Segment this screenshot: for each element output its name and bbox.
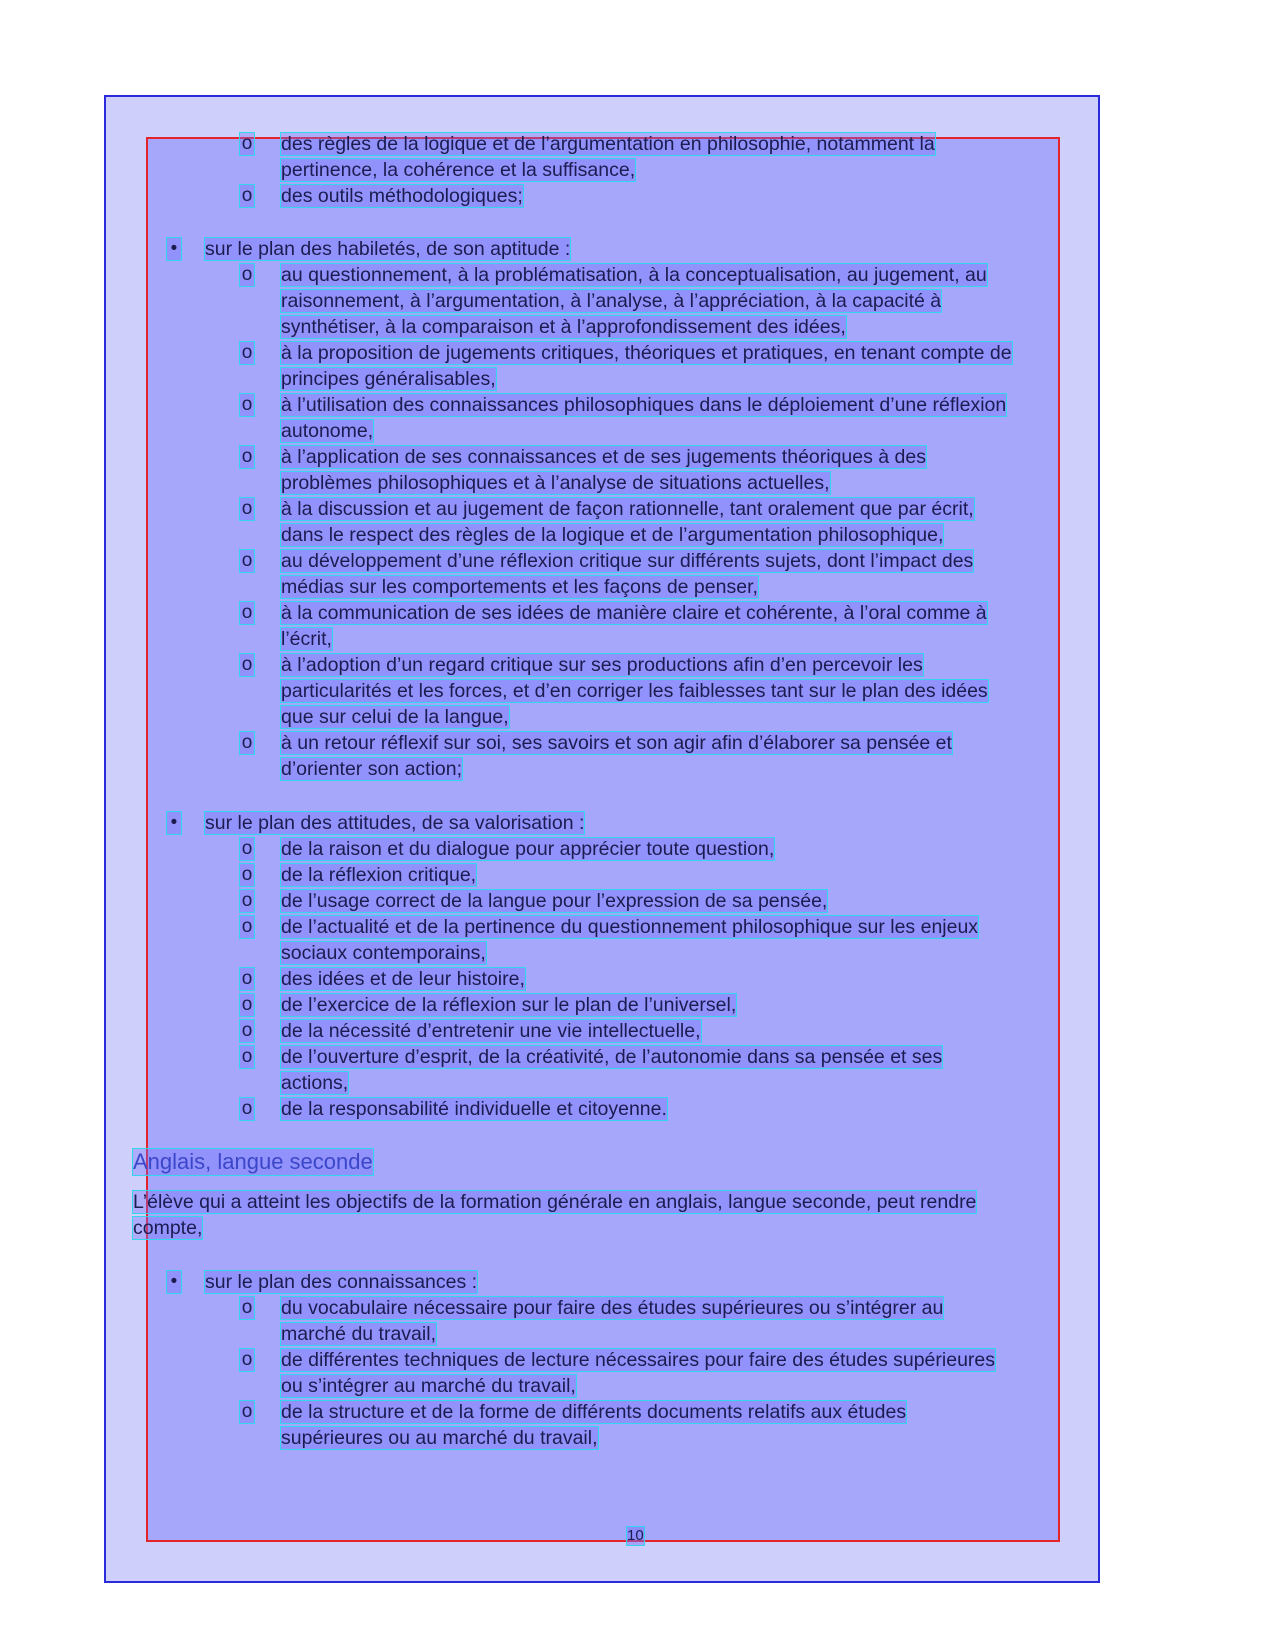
list-item-line: raisonnement, à l’argumentation, à l’analyse, à l’appréciation, à la capacité à	[281, 290, 942, 312]
list-item-line: de la responsabilité individuelle et citoyenne.	[281, 1098, 667, 1120]
list-item-line: de l’ouverture d’esprit, de la créativité, de l’autonomie dans sa pensée et ses	[281, 1046, 943, 1068]
list-item-line: synthétiser, à la comparaison et à l’approfondissement des idées,	[281, 316, 846, 338]
list-item-line: sociaux contemporains,	[281, 942, 486, 964]
list-item-line: au développement d’une réflexion critique sur différents sujets, dont l’impact des	[281, 550, 974, 572]
list-item-line: supérieures ou au marché du travail,	[281, 1427, 598, 1449]
list-item-line: pertinence, la cohérence et la suffisance,	[281, 159, 636, 181]
sub-bullet-marker: o	[241, 864, 253, 885]
list-item-line: principes généralisables,	[281, 368, 496, 390]
list-item-line: des idées et de leur histoire,	[281, 968, 525, 990]
bullet-marker: •	[167, 1271, 181, 1293]
list-item-line: de l’actualité et de la pertinence du questionnement philosophique sur les enjeux	[281, 916, 979, 938]
list-item-line: de l’exercice de la réflexion sur le plan de l’universel,	[281, 994, 737, 1016]
sub-bullet-marker: o	[241, 550, 253, 571]
sub-bullet-marker: o	[241, 994, 253, 1015]
list-item-line: de la structure et de la forme de différents documents relatifs aux études	[281, 1401, 907, 1423]
sub-bullet-marker: o	[241, 602, 253, 623]
sub-bullet-marker: o	[241, 1401, 253, 1422]
sub-bullet-marker: o	[241, 968, 253, 989]
sub-bullet-marker: o	[241, 1297, 253, 1318]
sub-bullet-marker: o	[241, 732, 253, 753]
list-item-line: de la réflexion critique,	[281, 864, 477, 886]
list-item-line: de différentes techniques de lecture nécessaires pour faire des études supérieures	[281, 1349, 995, 1371]
sub-bullet-marker: o	[241, 394, 253, 415]
list-item-line: de la nécessité d’entretenir une vie intellectuelle,	[281, 1020, 701, 1042]
list-item-line: à la communication de ses idées de manière claire et cohérente, à l’oral comme à	[281, 602, 987, 624]
intro-paragraph-line: L’élève qui a atteint les objectifs de la formation générale en anglais, langue seconde, peut rendre	[133, 1191, 977, 1213]
sub-bullet-marker: o	[241, 264, 253, 285]
list-item-line: actions,	[281, 1072, 349, 1094]
sub-bullet-marker: o	[241, 446, 253, 467]
sub-bullet-marker: o	[241, 342, 253, 363]
list-item-line: des règles de la logique et de l’argumentation en philosophie, notamment la	[281, 133, 935, 155]
list-item-line: du vocabulaire nécessaire pour faire des études supérieures ou s’intégrer au	[281, 1297, 944, 1319]
list-item-line: que sur celui de la langue,	[281, 706, 509, 728]
sub-bullet-marker: o	[241, 185, 253, 206]
list-item-line: des outils méthodologiques;	[281, 185, 523, 207]
sub-bullet-marker: o	[241, 916, 253, 937]
list-item-line: problèmes philosophiques et à l’analyse de situations actuelles,	[281, 472, 830, 494]
list-item-line: à l’utilisation des connaissances philosophiques dans le déploiement d’une réflexion	[281, 394, 1007, 416]
list-item-line: médias sur les comportements et les façons de penser,	[281, 576, 758, 598]
list-item-line: à l’application de ses connaissances et de ses jugements théoriques à des	[281, 446, 926, 468]
list-heading: sur le plan des connaissances :	[205, 1271, 478, 1293]
list-item-line: au questionnement, à la problématisation, à la conceptualisation, au jugement, au	[281, 264, 987, 286]
list-item-line: dans le respect des règles de la logique et de l’argumentation philosophique,	[281, 524, 944, 546]
list-item-line: à un retour réflexif sur soi, ses savoirs et son agir afin d’élaborer sa pensée et	[281, 732, 952, 754]
list-item-line: de l’usage correct de la langue pour l’expression de sa pensée,	[281, 890, 828, 912]
sub-bullet-marker: o	[241, 890, 253, 911]
list-item-line: à la discussion et au jugement de façon rationnelle, tant oralement que par écrit,	[281, 498, 974, 520]
list-item-line: d’orienter son action;	[281, 758, 463, 780]
list-item-line: ou s’intégrer au marché du travail,	[281, 1375, 576, 1397]
section-heading: Anglais, langue seconde	[133, 1149, 373, 1174]
bullet-marker: •	[167, 238, 181, 260]
list-item-line: à la proposition de jugements critiques, théoriques et pratiques, en tenant compte de	[281, 342, 1012, 364]
sub-bullet-marker: o	[241, 133, 253, 154]
sub-bullet-marker: o	[241, 654, 253, 675]
sub-bullet-marker: o	[241, 1098, 253, 1119]
list-item-line: de la raison et du dialogue pour apprécier toute question,	[281, 838, 775, 860]
sub-bullet-marker: o	[241, 1046, 253, 1067]
sub-bullet-marker: o	[241, 1349, 253, 1370]
sub-bullet-marker: o	[241, 498, 253, 519]
list-item-line: marché du travail,	[281, 1323, 436, 1345]
bullet-marker: •	[167, 812, 181, 834]
list-heading: sur le plan des habiletés, de son aptitude :	[205, 238, 571, 260]
intro-paragraph-line: compte,	[133, 1217, 203, 1239]
list-item-line: particularités et les forces, et d’en corriger les faiblesses tant sur le plan des idées	[281, 680, 988, 702]
sub-bullet-marker: o	[241, 838, 253, 859]
list-item-line: autonome,	[281, 420, 374, 442]
page-number: 10	[627, 1527, 644, 1544]
list-item-line: à l’adoption d’un regard critique sur ses productions afin d’en percevoir les	[281, 654, 923, 676]
sub-bullet-marker: o	[241, 1020, 253, 1041]
list-item-line: l’écrit,	[281, 628, 332, 650]
list-heading: sur le plan des attitudes, de sa valorisation :	[205, 812, 585, 834]
